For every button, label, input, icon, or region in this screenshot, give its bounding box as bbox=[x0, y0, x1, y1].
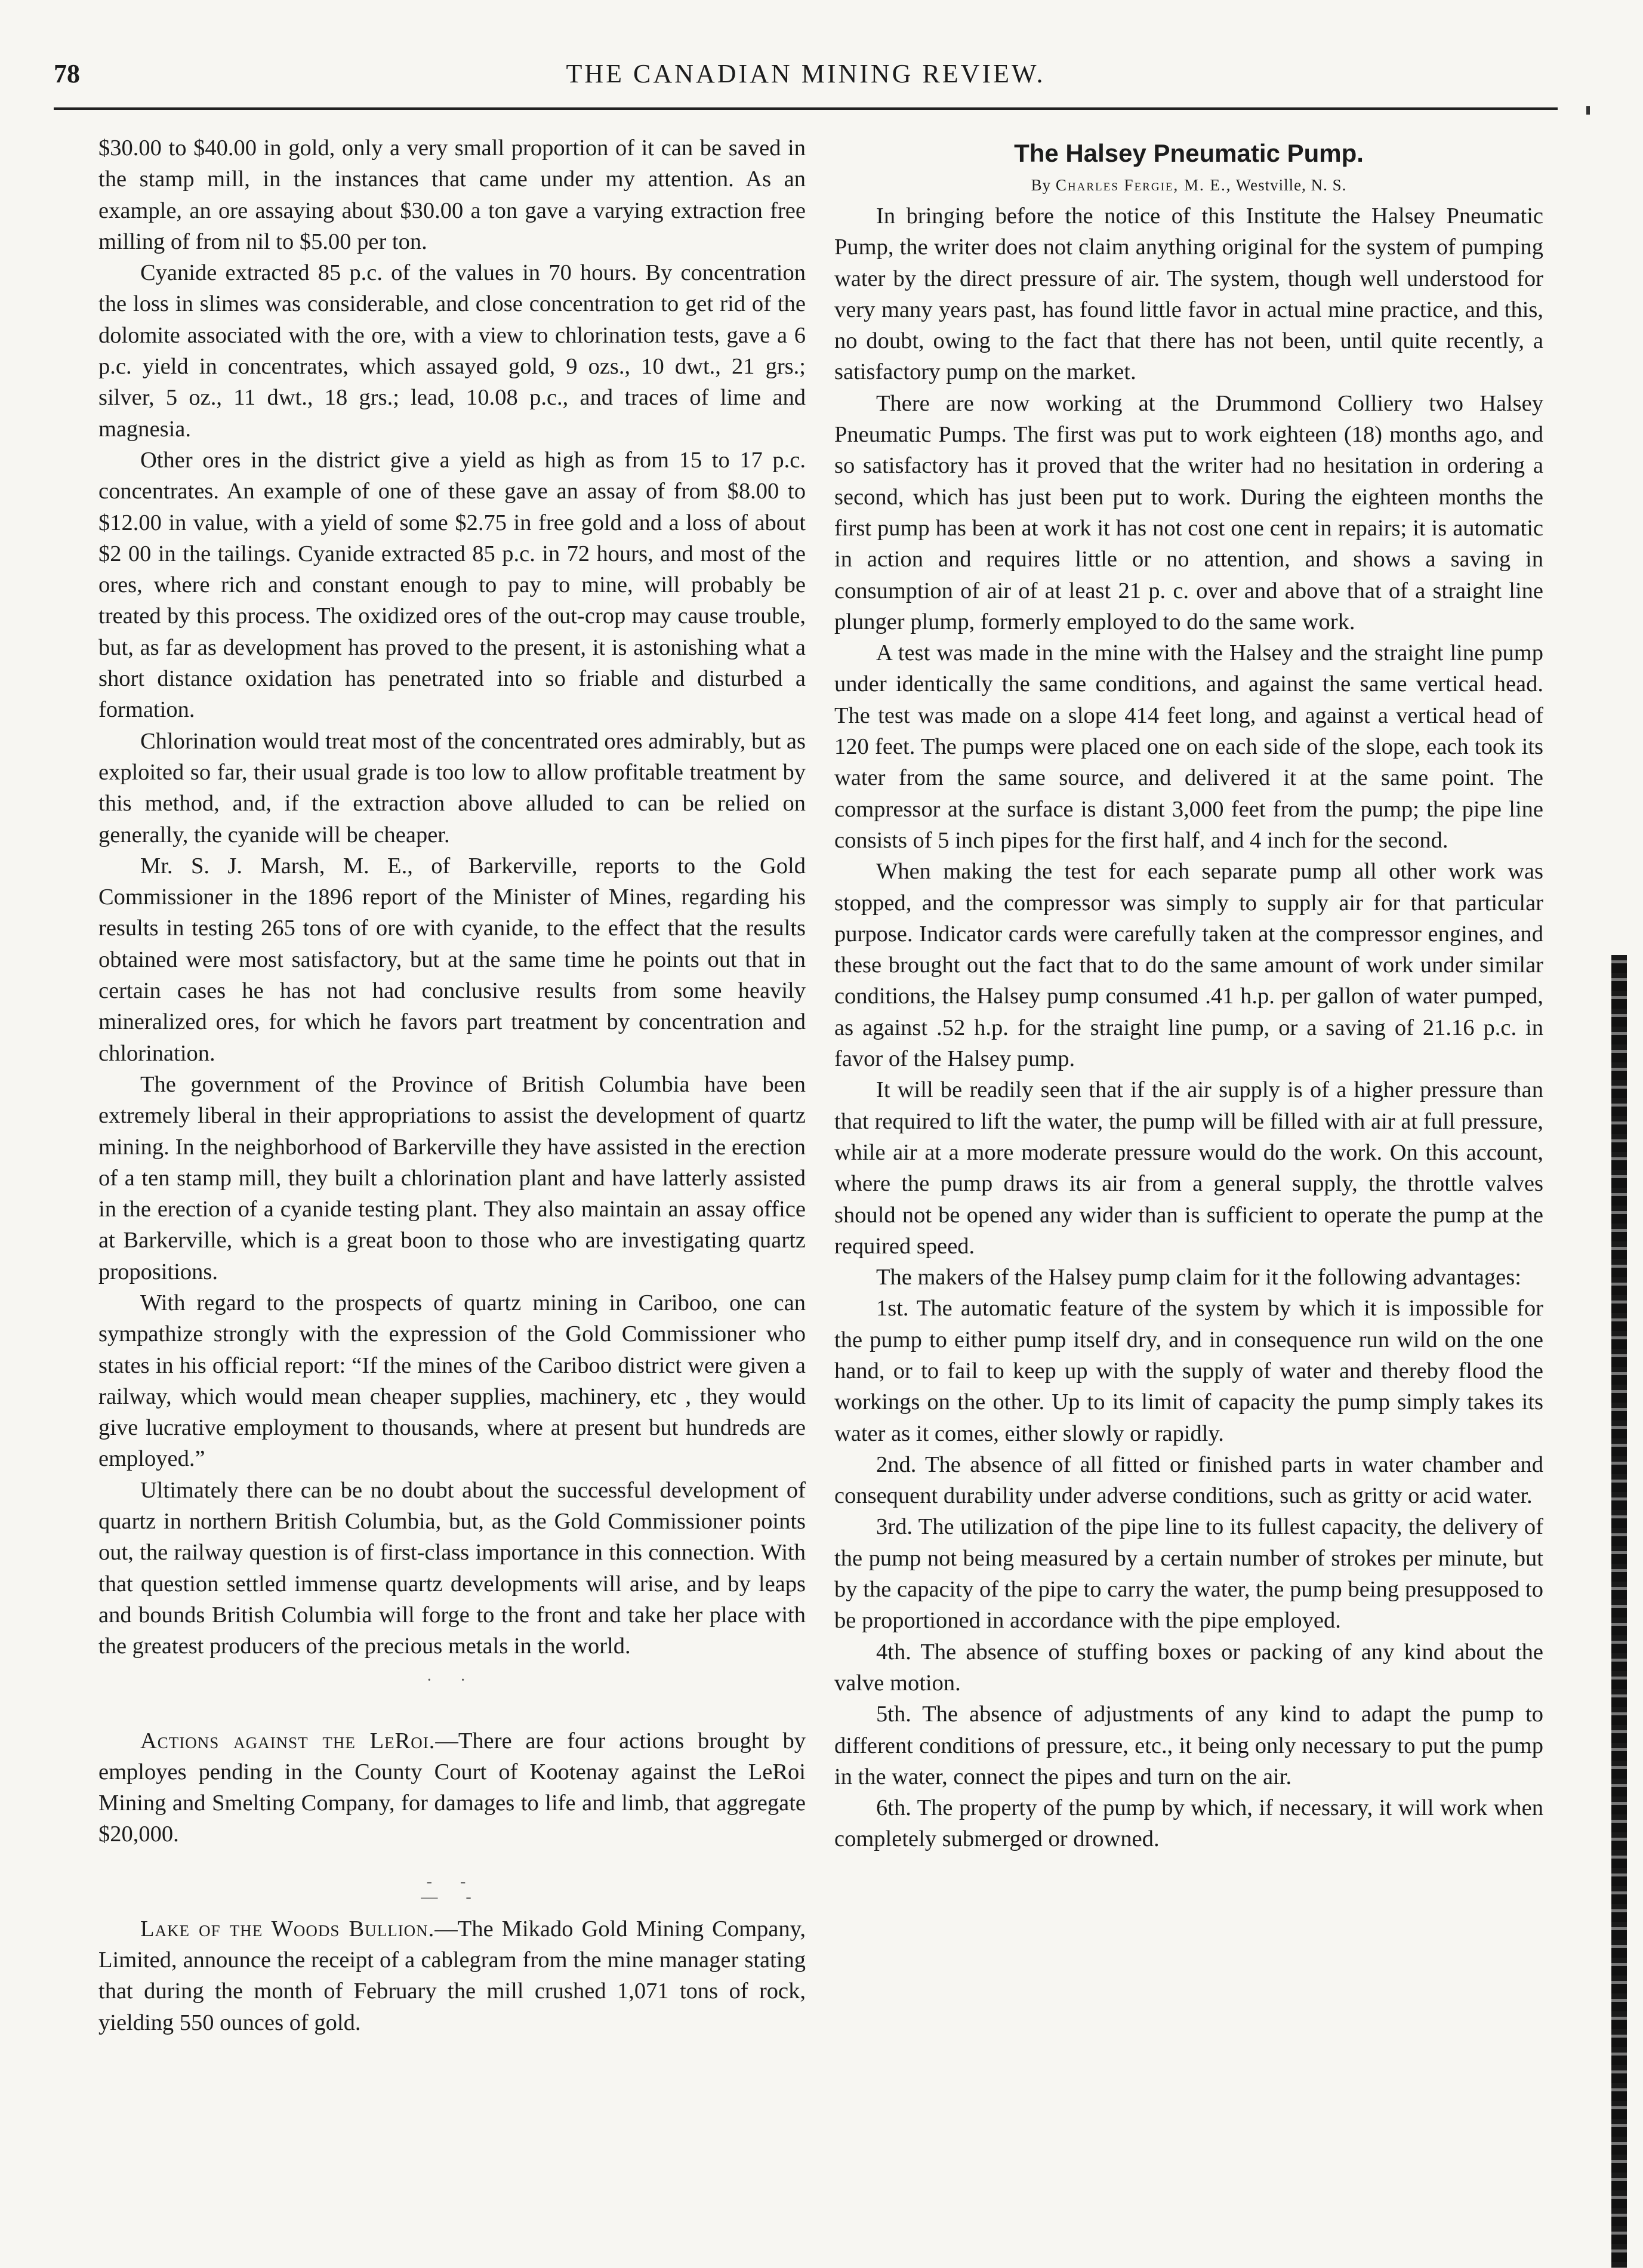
left-paragraph: $30.00 to $40.00 in gold, only a very small proportion of it can be saved in the stamp mill, in the instances that came under my attention. As an example, an ore assaying about $30.00 a ton gave a varying extraction free milling of from nil to $5.00 per ton. bbox=[98, 135, 806, 254]
byline-prefix: By bbox=[1031, 176, 1052, 194]
scan-edge-strip bbox=[1611, 955, 1627, 2268]
news-item-body: —There are four actions brought by employes pending in the County Court of Kootenay against the LeRoi Mining and Smelting Company, for damages to life and limb, that aggregate $20,000. bbox=[98, 1728, 806, 1847]
right-paragraph: When making the test for each separate pump all other work was stopped, and the compressor was simply to supply air for that particular purpose. Indicator cards were carefully taken at the compressor engines, and these brought out the fact that to do the same amount of work under similar conditions, the Halsey pump consumed .41 h.p. per gallon of water pumped, as against .52 h.p. for the straight line pump, or a saving of 21.16 p.c. in favor of the Halsey pump. bbox=[834, 859, 1543, 1072]
news-item-lake bbox=[98, 1913, 806, 2038]
byline bbox=[834, 173, 1543, 197]
left-paragraph: Mr. S. J. Marsh, M. E., of Barkerville, reports to the Gold Commissioner in the 1896 report of the Minister of Mines, regarding his results in testing 265 tons of ore with cyanide, to the effect that the results obtained were most satisfactory, but at the same time he points out that in certain cases he has not had conclusive results from some heavily mineralized ores, for which he favors part treatment by concentration and chlorination. bbox=[98, 853, 806, 1066]
right-paragraph: The makers of the Halsey pump claim for it the following advantages: bbox=[876, 1265, 1521, 1290]
left-column bbox=[98, 132, 806, 2038]
advantage-item: 1st. The automatic feature of the system by which it is impossible for the pump to either pump itself dry, and in consequence run wild on the one hand, or to fail to keep up with the supply of water and thereby flood the workings on the other. Up to its limit of capacity the pump simply takes its water as it comes, either slowly or rapidly. bbox=[834, 1296, 1543, 1446]
right-paragraph: It will be readily seen that if the air supply is of a higher pressure than that required to lift the water, the pump will be filled with air at full pressure, while air at a more moderate pressure would do the work. On this account, where the pump draws its air from a general supply, the throttle valves should not be opened any wider than is sufficient to operate the pump at the required speed. bbox=[834, 1077, 1543, 1259]
right-column bbox=[834, 132, 1543, 1855]
page-number: 78 bbox=[54, 59, 80, 88]
article-title: The Halsey Pneumatic Pump. bbox=[1014, 139, 1364, 167]
section-divider: · · bbox=[426, 1671, 478, 1690]
left-paragraph: Cyanide extracted 85 p.c. of the values in 70 hours. By concentration the loss in slimes was considerable, and close concentration to get rid of the dolomite associated with the ore, with a view to chlorination tests, gave a 6 p.c. yield in concentrates, which assayed gold, 9 ozs., 10 dwt., 21 grs.; silver, 5 oz., 11 dwt., 18 grs.; lead, 10.08 p.c., and traces of lime and magnesia. bbox=[98, 260, 806, 442]
page-header bbox=[54, 53, 1558, 109]
byline-place: Westville, N. S. bbox=[1235, 176, 1347, 194]
advantage-item: 6th. The property of the pump by which, if necessary, it will work when completely submerged or drowned. bbox=[834, 1795, 1543, 1852]
news-item-body: —The Mikado Gold Mining Company, Limited, announce the receipt of a cablegram from the mine manager stating that during the month of February the mill crushed 1,071 tons of rock, yielding 550 ounces of gold. bbox=[98, 1916, 806, 2035]
news-item-actions bbox=[98, 1725, 806, 1850]
left-paragraph: The government of the Province of British Columbia have been extremely liberal in their appropriations to assist the development of quartz mining. In the neighborhood of Barkerville they have assisted in the erection of a ten stamp mill, they built a chlorination plant and have latterly assisted in the erection of a cyanide testing plant. They also maintain an assay office at Barkerville, which is a great boon to those who are investigating quartz propositions. bbox=[98, 1071, 806, 1284]
advantage-item: 2nd. The absence of all fitted or finished parts in water chamber and consequent durability under adverse conditions, such as gritty or acid water. bbox=[834, 1452, 1543, 1509]
advantage-item: 4th. The absence of stuffing boxes or packing of any kind about the valve motion. bbox=[834, 1639, 1543, 1696]
right-paragraph: In bringing before the notice of this Institute the Halsey Pneumatic Pump, the writer does not claim anything original for the system of pumping water by the direct pressure of air. The system, though well understood for very many years past, has found little favor in actual mine practice, and this, no doubt, owing to the fact that there has not been, until quite recently, a satisfactory pump on the market. bbox=[834, 204, 1543, 385]
advantage-item: 5th. The absence of adjustments of any kind to adapt the pump to different conditions of pressure, etc., it being only necessary to put the pump in the water, connect the pipes and turn on the air. bbox=[834, 1702, 1543, 1789]
left-paragraph: Other ores in the district give a yield as high as from 15 to 17 p.c. concentrates. An example of one of these gave an assay of from $8.00 to $12.00 in value, with a yield of some $2.75 in free gold and a loss of about $2 00 in the tailings. Cyanide extracted 85 p.c. in 72 hours, and most of the ores, where rich and constant enough to pay to mine, will probably be treated by this process. The oxidized ores of the out-crop may cause trouble, but, as far as development has proved to the present, it is astonishing what a short distance oxidation has penetrated into so friable and disturbed a formation. bbox=[98, 447, 806, 723]
section-divider: - - — - bbox=[421, 1872, 483, 1906]
journal-title: THE CANADIAN MINING REVIEW. bbox=[566, 59, 1046, 88]
left-paragraph: Ultimately there can be no doubt about the successful development of quartz in northern British Columbia, but, as the Gold Commissioner points out, the railway question is of first-class importance in this connection. With that question settled immense quartz developments will arise, and by leaps and bounds British Columbia will forge to the front and take her place with the greatest producers of the precious metals in the world. bbox=[98, 1477, 806, 1659]
edge-mark bbox=[1586, 106, 1590, 115]
left-paragraph: Chlorination would treat most of the concentrated ores admirably, but as exploited so far, their usual grade is too low to allow profitable treatment by this method, and, if the extraction above alluded to can be relied on generally, the cyanide will be cheaper. bbox=[98, 728, 806, 848]
right-paragraph: There are now working at the Drummond Colliery two Halsey Pneumatic Pumps. The first was put to work eighteen (18) months ago, and so satisfactory has it proved that the writer had no hesitation in ordering a second, which has just been put to work. During the eighteen months the first pump has been at work it has not cost one cent in repairs; it is automatic in action and requires little or no attention, and shows a saving in consumption of air of at least 21 p. c. over and above that of a straight line plunger plump, formerly employed to do the same work. bbox=[834, 390, 1543, 634]
right-paragraph: A test was made in the mine with the Halsey and the straight line pump under identically the same conditions, and against the same vertical head. The test was made on a slope 414 feet long, and against a vertical head of 120 feet. The pumps were placed one on each side of the slope, each took its water from the same source, and delivered it at the same point. The compressor at the surface is distant 3,000 feet from the pump; the pipe line consists of 5 inch pipes for the first half, and 4 inch for the second. bbox=[834, 640, 1543, 853]
advantage-item: 3rd. The utilization of the pipe line to its fullest capacity, the delivery of the pump not being measured by a certain number of strokes per minute, but by the capacity of the pipe to carry the water, the pump being presupposed to be proportioned in accordance with the pipe employed. bbox=[834, 1514, 1543, 1634]
header-rule bbox=[54, 107, 1558, 110]
news-item-heading: Actions against the LeRoi. bbox=[140, 1728, 436, 1754]
byline-author: Charles Fergie, M. E., bbox=[1055, 176, 1232, 194]
news-item-heading: Lake of the Woods Bullion. bbox=[140, 1916, 435, 1942]
left-paragraph: With regard to the prospects of quartz mining in Cariboo, one can sympathize strongly with the expression of the Gold Commissioner who states in his official report: “If the mines of the Cariboo district were given a railway, which would mean cheaper supplies, machinery, etc , they would give lucrative employment to thousands, where at present but hundreds are employed.” bbox=[98, 1290, 806, 1472]
